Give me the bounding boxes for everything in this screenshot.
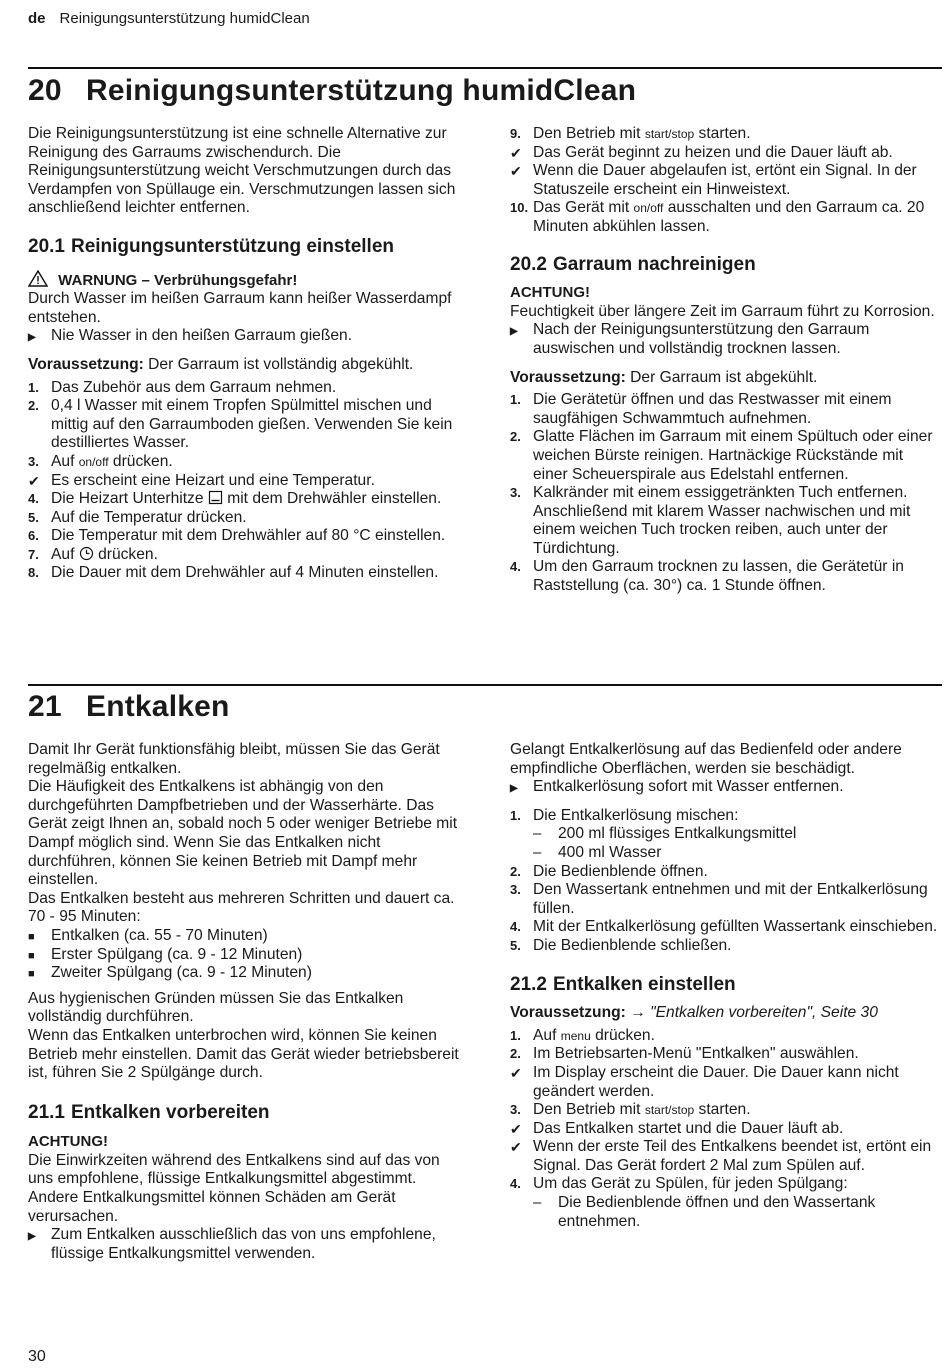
precondition: Voraussetzung: Der Garraum ist vollständig abgekühlt.: [28, 355, 414, 373]
key-start-stop: start/stop: [644, 1103, 695, 1118]
step-3: 3. Kalkränder mit einem essiggetränkten Tuch entfernen. Anschließend mit klarem Wasser nachwischen und mit einem weichen Tuch trocken reiben, auch unter der Türdichtung.: [510, 484, 911, 557]
sec21-1-heading: 21.1 Entkalken vorbereiten: [28, 1101, 270, 1123]
sec21-left-column: [28, 741, 460, 1263]
sec20-intro: Die Reinigungsunterstützung ist eine schnelle Alternative zur Reinigung des Garraums zwischendurch. Die Reinigungsunterstützung weicht Verschmutzungen durch das Verdampfen von Spüllauge ein. Verschmutzungen lassen sich anschließend leichter entfernen.: [28, 125, 456, 217]
caution-title: ACHTUNG!: [510, 284, 590, 302]
step-3: 3. Den Wassertank entnehmen und mit der Entkalkerlösung füllen.: [510, 881, 928, 917]
clock-icon: [79, 546, 94, 561]
step-4: 4. Mit der Entkalkerlösung gefüllten Wassertank einschieben.: [510, 918, 938, 936]
bullet-item: ■ Erster Spülgang (ca. 9 - 12 Minuten): [28, 945, 303, 963]
precondition: Voraussetzung: Der Garraum ist abgekühlt.: [510, 368, 818, 386]
key-start-stop: start/stop: [644, 127, 695, 141]
chapter-heading-21: 21 Entkalken: [28, 690, 230, 723]
result-9b: ✔ Wenn die Dauer abgelaufen ist, ertönt ein Signal. In der Statuszeile erscheint ein Hinweistext.: [510, 162, 917, 198]
caution-title: ACHTUNG!: [28, 1133, 108, 1151]
step-4: 4. Die Heizart Unterhitze mit dem Drehwähler einstellen.: [28, 490, 442, 508]
chapter-heading-20: 20 Reinigungsunterstützung humidClean: [28, 74, 637, 107]
sec20-left-column: [28, 125, 460, 583]
step-2: 2. Die Bedienblende öffnen.: [510, 862, 708, 880]
caution-action: ▶ Nach der Reinigungsunterstützung den Garraum auswischen und vollständig trocknen lassen.: [510, 321, 870, 357]
key-on-off: on/off: [78, 454, 109, 469]
bottom-heat-icon: [208, 490, 223, 505]
caution-text: Die Einwirkzeiten während des Entkalkens sind auf das von uns empfohlene, flüssige Entkalkungsmittel abgestimmt. Andere Entkalkungsmittel können Schäden am Gerät verursachen.: [28, 1151, 440, 1225]
warning-title: WARNUNG – Verbrühungsgefahr!: [28, 270, 460, 291]
sub-item: – 200 ml flüssiges Entkalkungsmittel: [533, 825, 797, 843]
precondition: Voraussetzung: → "Entkalken vorbereiten", Seite 30: [510, 1004, 878, 1022]
result-3a: ✔ Das Entkalken startet und die Dauer läuft ab.: [510, 1119, 844, 1137]
step-2: 2. 0,4 l Wasser mit einem Tropfen Spülmittel mischen und mittig auf den Garraumboden gießen. Verwenden Sie kein destilliertes Wasser.: [28, 397, 453, 452]
step-4: 4. Um den Garraum trocknen zu lassen, die Gerätetür in Raststellung (ca. 30°) ca. 1 Stunde öffnen.: [510, 558, 904, 595]
step-1: 1. Auf menu drücken.: [510, 1026, 655, 1044]
cross-reference-link[interactable]: "Entkalken vorbereiten", Seite 30: [650, 1004, 878, 1022]
result-3: ✔ Es erscheint eine Heizart und eine Temperatur.: [28, 471, 375, 489]
result-2: ✔ Im Display erscheint die Dauer. Die Dauer kann nicht geändert werden.: [510, 1063, 899, 1100]
step-2: 2. Im Betriebsarten-Menü "Entkalken" auswählen.: [510, 1045, 859, 1063]
step-8: 8. Die Dauer mit dem Drehwähler auf 4 Minuten einstellen.: [28, 564, 439, 582]
sec20-1-heading: 20.1 Reinigungsunterstützung einstellen: [28, 235, 394, 257]
caution-action-2: ▶ Entkalkerlösung sofort mit Wasser entfernen.: [510, 778, 844, 796]
step-4: 4. Um das Gerät zu Spülen, für jeden Spülgang:: [510, 1175, 848, 1193]
sec21-paragraph-2: Die Häufigkeit des Entkalkens ist abhängig von den durchgeführten Dampfbetrieben und der Wasserhärte. Das Gerät zeigt Ihnen an, sobald noch 5 oder weniger Betriebe mit Dampf möglich sind. Wenn Sie das Entkalken nicht durchführen, können Sie keinen Betrieb mit Dampf mehr einstellen.: [28, 778, 458, 889]
sec21-right-column: [510, 741, 942, 1231]
step-3: 3. Auf on/off drücken.: [28, 452, 173, 470]
arrow-right-icon: →: [630, 1004, 646, 1022]
sub-item: – 400 ml Wasser: [533, 843, 662, 861]
warning-action: ▶ Nie Wasser in den heißen Garraum gießen.: [28, 327, 353, 345]
sec20-right-column: [510, 125, 942, 596]
caution-text-2: Gelangt Entkalkerlösung auf das Bedienfeld oder andere empfindliche Oberflächen, werden sie beschädigt.: [510, 741, 902, 777]
bullet-item: ■ Entkalken (ca. 55 - 70 Minuten): [28, 926, 268, 944]
step-6: 6. Die Temperatur mit dem Drehwähler auf 80 °C einstellen.: [28, 527, 446, 545]
sec20-2-heading: 20.2 Garraum nachreinigen: [510, 253, 756, 275]
warning-triangle-icon: [28, 270, 48, 287]
section-rule: [28, 67, 942, 69]
result-9a: ✔ Das Gerät beginnt zu heizen und die Dauer läuft ab.: [510, 143, 893, 161]
language-tag: de: [28, 10, 46, 27]
page-number: 30: [28, 1348, 46, 1365]
step-1: 1. Die Entkalkerlösung mischen:: [510, 806, 739, 824]
caution-action: ▶ Zum Entkalken ausschließlich das von uns empfohlene, flüssige Entkalkungsmittel verwenden.: [28, 1226, 436, 1262]
step-9: 9. Den Betrieb mit start/stop starten.: [510, 125, 751, 142]
warning-text: Durch Wasser im heißen Garraum kann heißer Wasserdampf entstehen.: [28, 290, 452, 326]
running-title: Reinigungsunterstützung humidClean: [59, 10, 310, 27]
step-3: 3. Den Betrieb mit start/stop starten.: [510, 1101, 751, 1119]
sec21-paragraph-4: Aus hygienischen Gründen müssen Sie das Entkalken vollständig durchführen.: [28, 989, 404, 1026]
sec21-2-heading: 21.2 Entkalken einstellen: [510, 973, 736, 995]
bullet-item: ■ Zweiter Spülgang (ca. 9 - 12 Minuten): [28, 964, 312, 982]
key-menu: menu: [560, 1028, 591, 1043]
running-header: [28, 10, 310, 27]
step-1: 1. Das Zubehör aus dem Garraum nehmen.: [28, 378, 337, 396]
result-3b: ✔ Wenn der erste Teil des Entkalkens beendet ist, ertönt ein Signal. Das Gerät fordert 2 Mal zum Spülen auf.: [510, 1138, 932, 1174]
step-10: 10. Das Gerät mit on/off ausschalten und den Garraum ca. 20 Minuten abkühlen lassen.: [510, 199, 925, 235]
step-1: 1. Die Gerätetür öffnen und das Restwasser mit einem saugfähigen Schwammtuch aufnehmen.: [510, 391, 892, 427]
key-on-off: on/off: [633, 201, 664, 216]
step-2: 2. Glatte Flächen im Garraum mit einem Spültuch oder einer weichen Bürste reinigen. Hartnäckige Rückstände mit einer Scheuerspirale aus Edelstahl entfernen.: [510, 428, 933, 483]
caution-text: Feuchtigkeit über längere Zeit im Garraum führt zu Korrosion.: [510, 302, 935, 320]
step-5: 5. Die Bedienblende schließen.: [510, 936, 732, 954]
section-rule: [28, 684, 942, 686]
sub-item: – Die Bedienblende öffnen und den Wassertank entnehmen.: [533, 1194, 876, 1230]
sec21-paragraph-5: Wenn das Entkalken unterbrochen wird, können Sie keinen Betrieb mehr einstellen. Damit das Gerät wieder betriebsbereit ist, führen Sie 2 Spülgänge durch.: [28, 1026, 459, 1082]
step-7: 7. Auf drücken.: [28, 545, 158, 563]
sec21-paragraph-1: Damit Ihr Gerät funktionsfähig bleibt, müssen Sie das Gerät regelmäßig entkalken.: [28, 741, 440, 777]
sec21-paragraph-3: Das Entkalken besteht aus mehreren Schritten und dauert ca. 70 - 95 Minuten:: [28, 889, 455, 926]
step-5: 5. Auf die Temperatur drücken.: [28, 508, 247, 526]
